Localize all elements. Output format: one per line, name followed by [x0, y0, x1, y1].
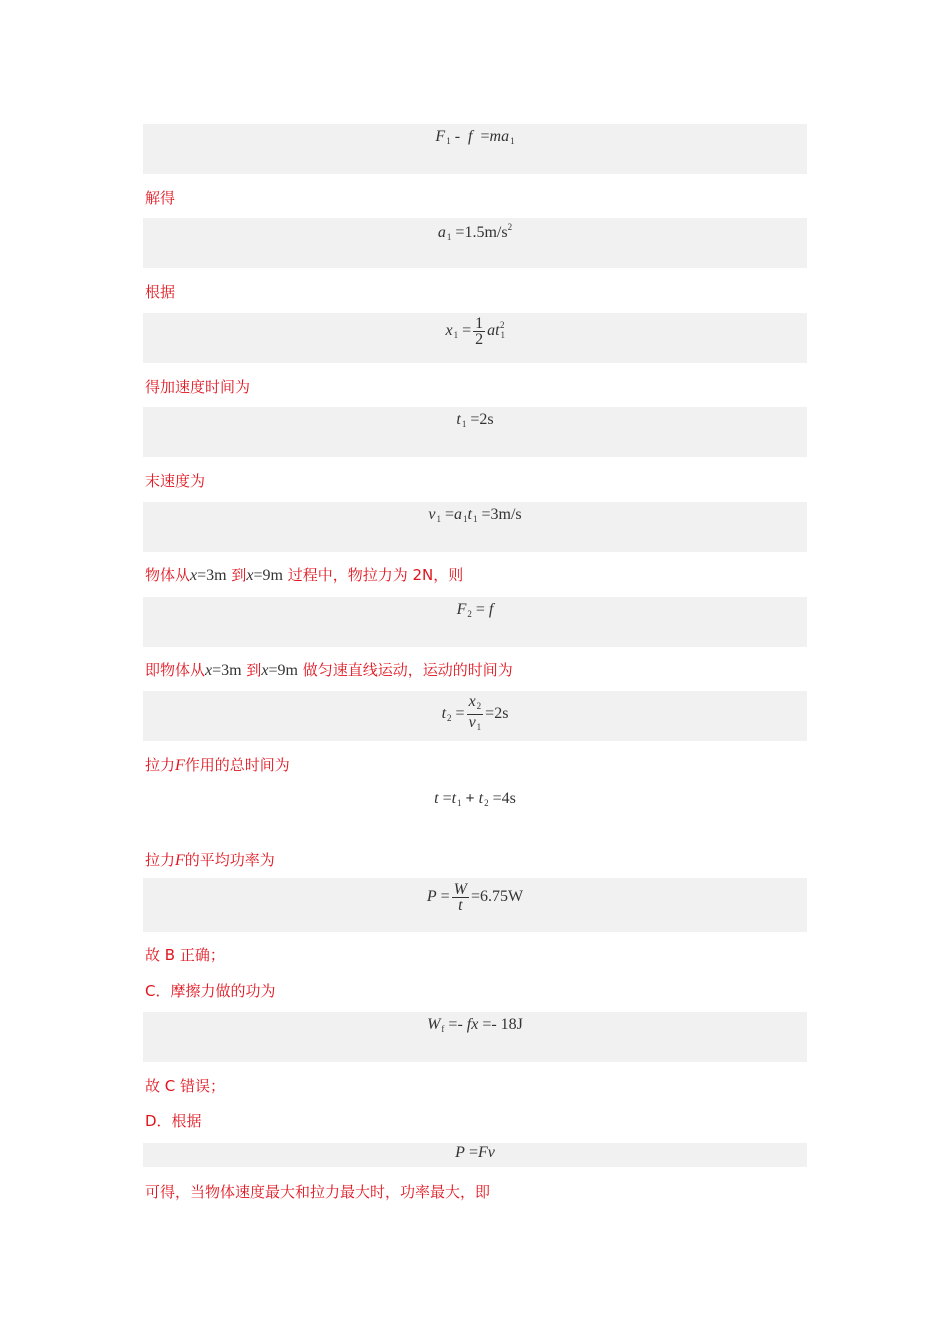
- equation-power: P =Fv: [455, 1144, 495, 1161]
- equation-velocity: $v_1 =a_1t_1 =3m/s$: [428, 506, 522, 524]
- text-jiede: 解得: [145, 189, 176, 207]
- text-mo-speed: 末速度为: [145, 472, 206, 490]
- fraction-x2-over-v1: $\frac{x_2}{v_1}$: [468, 693, 482, 732]
- equation-block-1: [143, 124, 807, 174]
- fraction-w-over-t: $\frac{W}{t}$: [453, 881, 467, 914]
- text-c-wrong: 故 C 错误；: [145, 1077, 226, 1095]
- equation-block-2: [143, 218, 807, 268]
- equation-newton-1: $F_1 - f =ma_1$: [435, 128, 515, 146]
- text-b-correct: 故 B 正确；: [145, 946, 225, 964]
- equation-block-10: [143, 1012, 807, 1062]
- equation-friction-work: $W_f$ =- fx =- 18J: [427, 1016, 523, 1034]
- text-jiasu-time: 得加速度时间为: [145, 378, 251, 396]
- equation-block-11: [143, 1143, 807, 1167]
- equation-time-1: $t_1 =2s$: [456, 411, 494, 429]
- text-c-head: C．摩擦力做的功为: [145, 982, 276, 1000]
- equation-block-3: [143, 313, 807, 363]
- equation-total-time: $t =t_1 + t_2 =4s$: [434, 790, 516, 808]
- equation-average-power: P = $\frac{W}{t}$ =6.75W: [426, 881, 524, 914]
- text-average-power: 拉力F的平均功率为: [145, 851, 275, 869]
- fraction-one-half: $\frac{1}{2}$: [475, 315, 484, 348]
- equation-block-9: [143, 878, 807, 932]
- text-segment-3: 即物体从x=3m 到x=9m 做匀速直线运动，运动的时间为: [145, 661, 513, 679]
- equation-block-4: [143, 407, 807, 457]
- equation-block-6: [143, 597, 807, 647]
- text-total-time: 拉力F作用的总时间为: [145, 756, 290, 774]
- text-segment-2: 物体从x=3m 到x=9m 过程中，物拉力为 2N，则: [145, 566, 464, 584]
- equation-block-8: [143, 786, 807, 836]
- text-genju: 根据: [145, 283, 176, 301]
- text-d-head: D．根据: [145, 1112, 202, 1130]
- equation-force-balance: $F_2 = f$: [456, 601, 494, 619]
- text-final: 可得，当物体速度最大和拉力最大时，功率最大，即: [145, 1183, 491, 1201]
- equation-block-7: [143, 691, 807, 741]
- equation-block-5: [143, 502, 807, 552]
- equation-displacement: $x_1$ = $\frac{1}{2}$ $at_1^2$: [445, 315, 506, 348]
- equation-time-2: $t_2$ = $\frac{x_2}{v_1}$ =2s: [143, 694, 807, 735]
- equation-acceleration: $a_1 =1.5m/s^2$: [437, 222, 513, 242]
